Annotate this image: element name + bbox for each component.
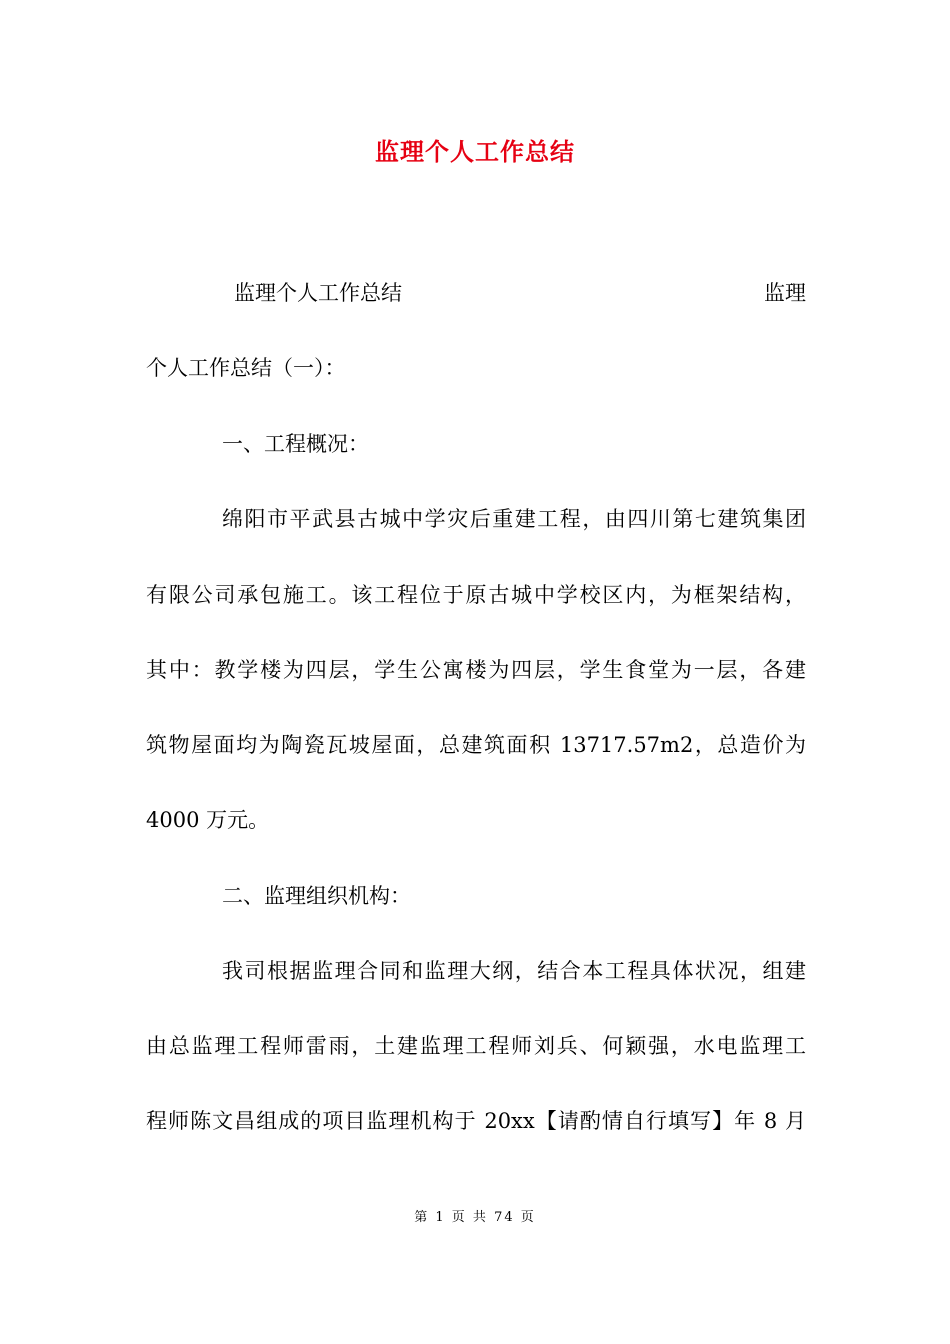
text-line-6: 其中：教学楼为四层，学生公寓楼为四层，学生食堂为一层，各建 <box>146 658 806 682</box>
footer-page-number: 1 <box>435 1210 446 1225</box>
text-line-11: 由总监理工程师雷雨，土建监理工程师刘兵、何颖强，水电监理工 <box>146 1034 806 1058</box>
text-line-10: 我司根据监理合同和监理大纲，结合本工程具体状况，组建 <box>222 959 806 983</box>
text-line-4: 绵阳市平武县古城中学灾后重建工程，由四川第七建筑集团 <box>222 507 806 531</box>
footer-prefix: 第 <box>414 1210 430 1225</box>
text-line-1 <box>146 273 806 313</box>
text-line-2: 个人工作总结（一）： <box>146 356 346 380</box>
text-line-1-left: 监理个人工作总结 <box>234 281 402 305</box>
footer-total-pages: 74 <box>494 1210 515 1225</box>
text-line-12: 程师陈文昌组成的项目监理机构于 20xx【请酌情自行填写】年 8 月 <box>146 1109 806 1133</box>
text-line-9: 二、监理组织机构： <box>222 884 411 908</box>
document-title: 监理个人工作总结 <box>375 137 575 166</box>
text-line-8: 4000 万元。 <box>146 808 270 832</box>
footer-middle: 页 共 <box>451 1210 488 1225</box>
text-line-7: 筑物屋面均为陶瓷瓦坡屋面，总建筑面积 13717.57m2，总造价为 <box>146 733 806 757</box>
text-line-3: 一、工程概况： <box>222 432 369 456</box>
page-footer <box>0 1208 950 1228</box>
footer-suffix: 页 <box>520 1210 536 1225</box>
text-line-5: 有限公司承包施工。该工程位于原古城中学校区内，为框架结构， <box>146 583 806 607</box>
text-line-1-right: 监理 <box>764 281 806 305</box>
